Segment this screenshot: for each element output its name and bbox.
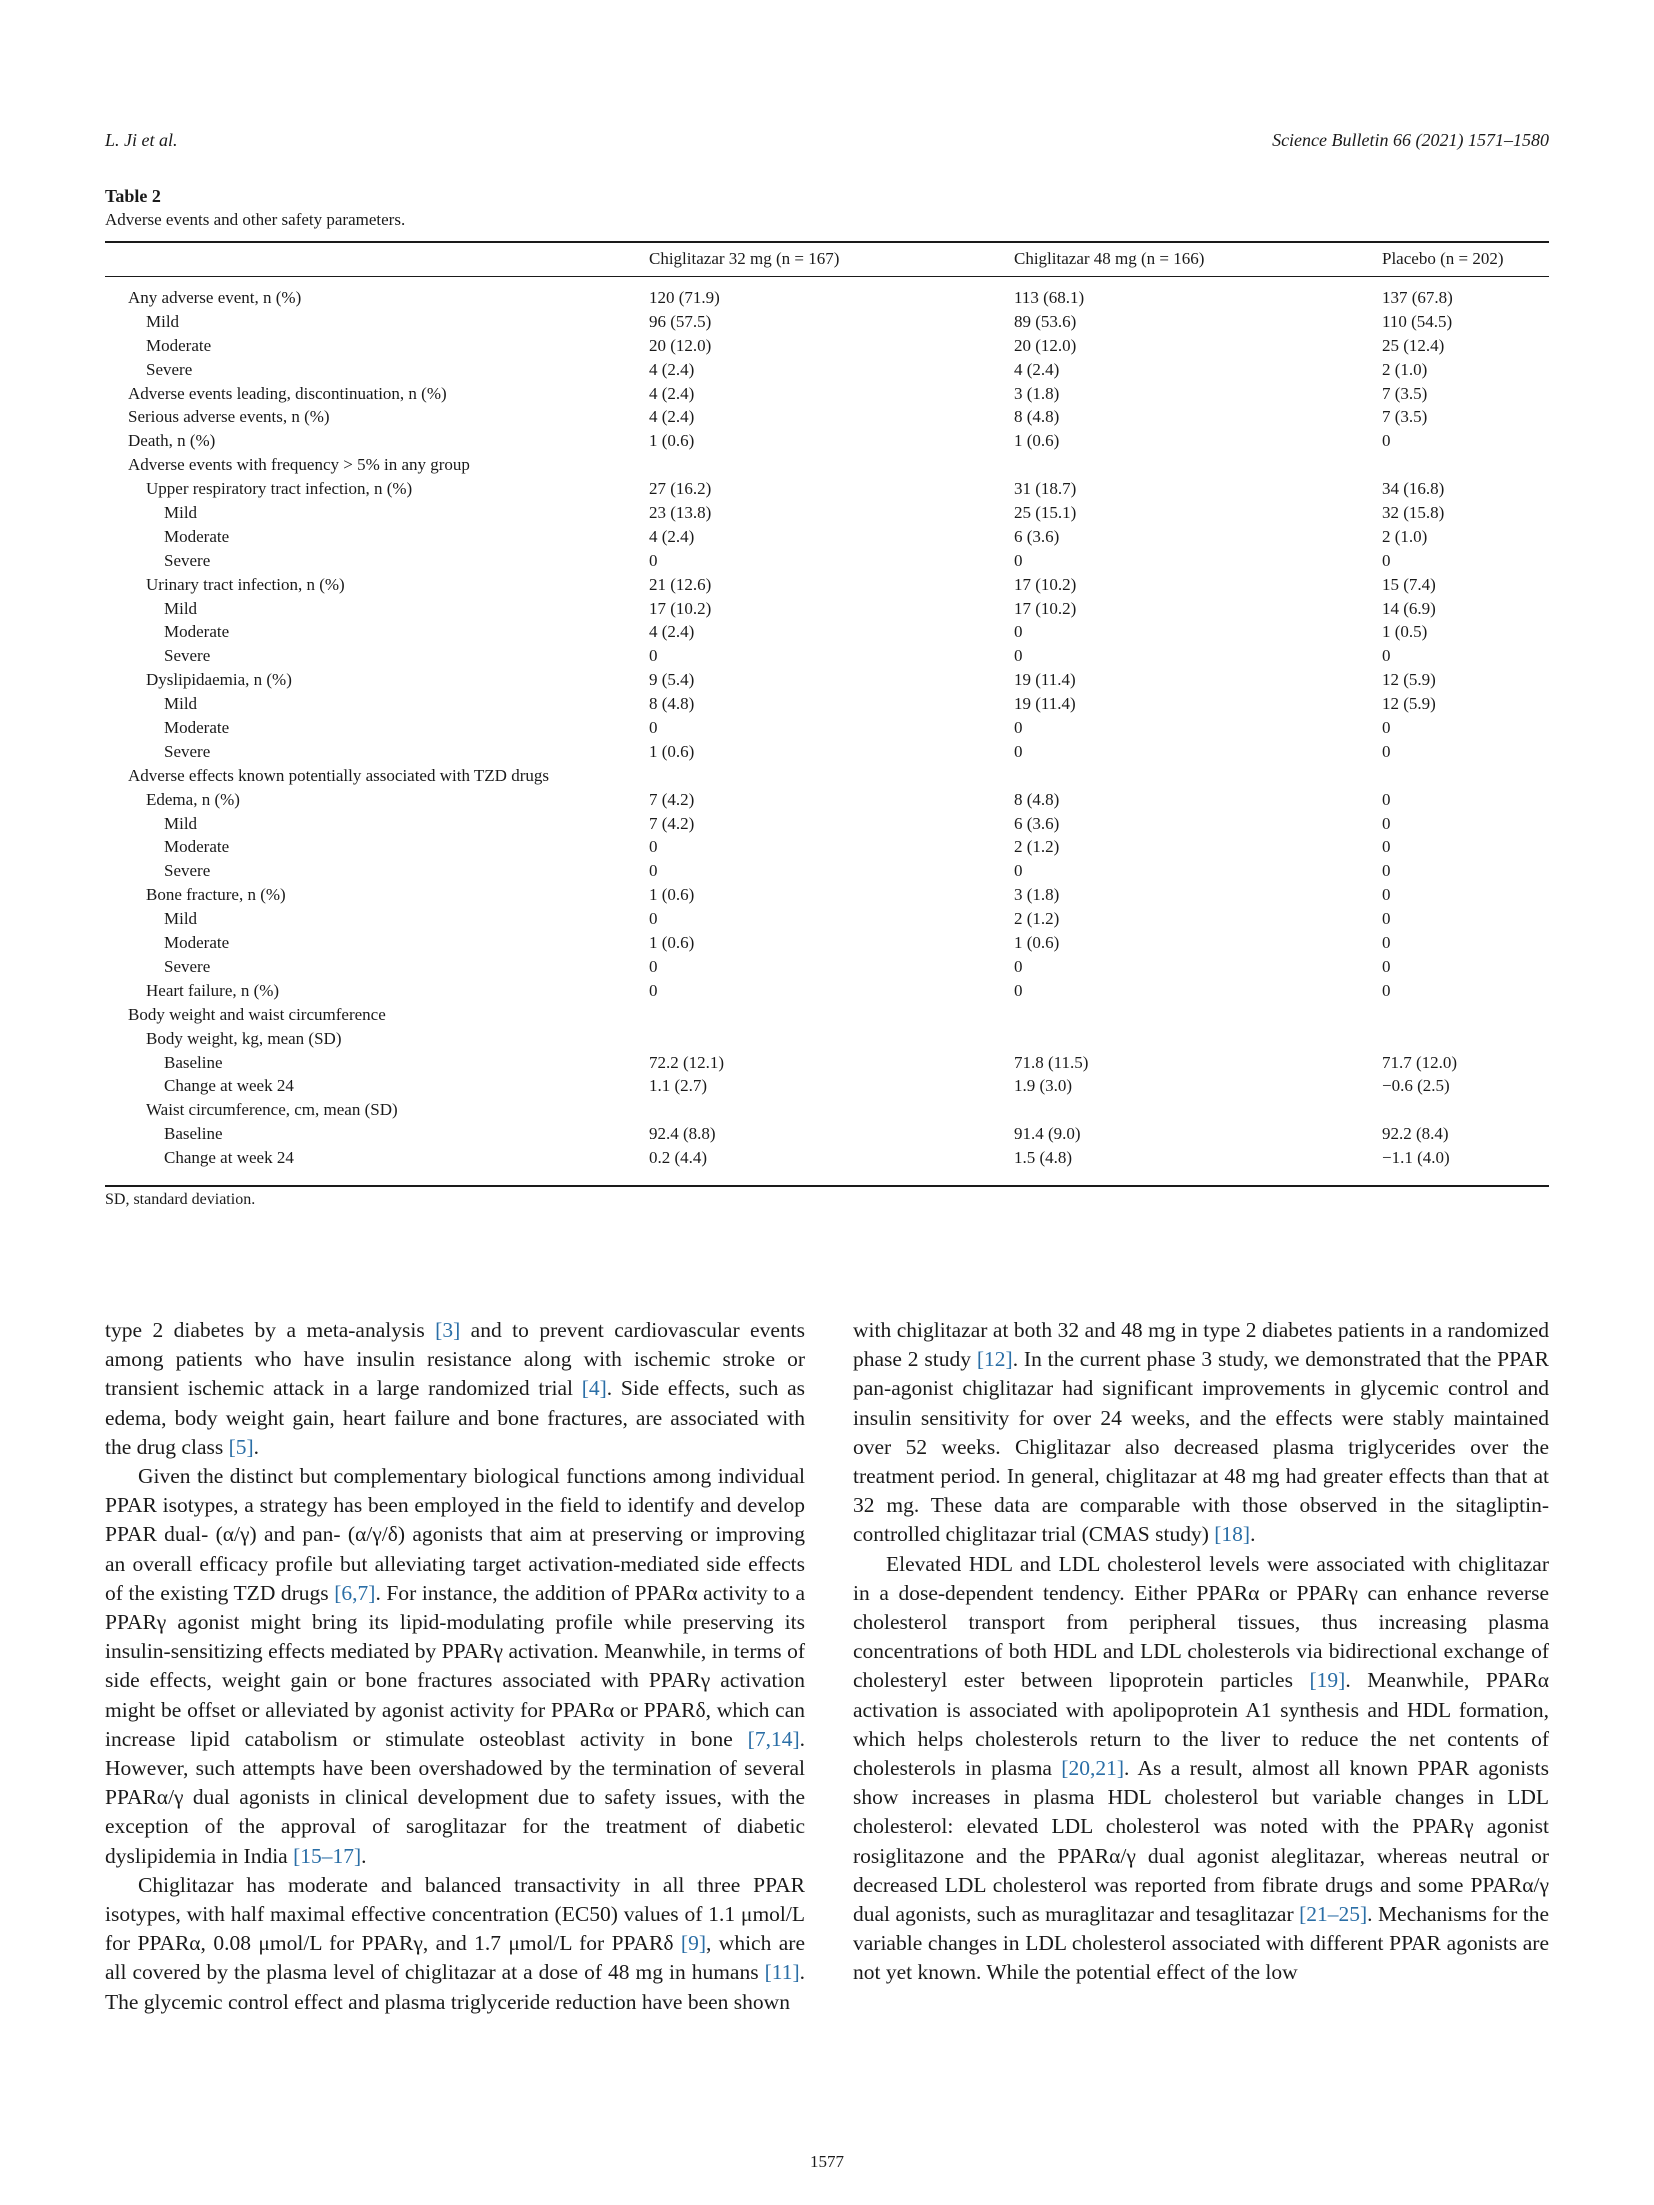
table-cell: 19 (11.4)	[1014, 694, 1076, 714]
row-label: Severe	[164, 741, 211, 761]
citation-link[interactable]: [7,14]	[747, 1726, 800, 1751]
table-cell: 7 (3.5)	[1382, 407, 1428, 427]
table-row	[105, 764, 1549, 788]
table-row	[105, 453, 1549, 477]
table-cell: 0	[649, 861, 658, 881]
table-cell: 0	[649, 550, 658, 570]
text-run: . Mechanisms for the variable changes in LDL cholesterol associated with different PPAR agonists are not yet known. While the potential effect of the low	[853, 1902, 1549, 1985]
table-cell: 4 (2.4)	[649, 622, 695, 642]
table-cell: 96 (57.5)	[649, 311, 712, 331]
table-row	[105, 644, 1549, 668]
running-header-journal: Science Bulletin 66 (2021) 1571–1580	[1272, 130, 1549, 150]
table-cell: 0	[1382, 837, 1391, 857]
table-cell: 0	[1382, 909, 1391, 929]
row-label: Mild	[146, 311, 180, 331]
table-cell: 27 (16.2)	[649, 479, 712, 499]
paragraph	[105, 1871, 805, 2017]
table-cell: 1 (0.6)	[649, 885, 695, 905]
row-label: Mild	[164, 503, 198, 523]
citation-link[interactable]: [5]	[228, 1434, 254, 1459]
table-cell: 25 (15.1)	[1014, 503, 1077, 523]
row-label: Any adverse event, n (%)	[128, 288, 302, 307]
table-row	[105, 310, 1549, 334]
table-row	[105, 382, 1549, 406]
table-cell: 0	[1382, 956, 1391, 976]
table-row	[105, 931, 1549, 955]
table-cell: 6 (3.6)	[1014, 526, 1060, 546]
table-cell: 7 (4.2)	[649, 789, 695, 809]
table-row	[105, 525, 1549, 549]
table-cell: 1 (0.6)	[649, 741, 695, 761]
text-run: Elevated HDL and LDL cholesterol levels were associated with chiglitazar in a dose-dependent tendency. Either PPARα or PPARγ can enhance reverse cholesterol transport from peripheral tissues, thus increasing plasma concentrations of both HDL and LDL cholesterols via bidirectional exchange of cholesteryl ester between lipoprotein particles	[853, 1551, 1549, 1693]
table-cell: 1 (0.6)	[649, 933, 695, 953]
table-cell: 72.2 (12.1)	[649, 1052, 725, 1072]
table-cell: 0	[1382, 813, 1391, 833]
table-label: Table 2	[105, 186, 161, 206]
text-run: . The glycemic control effect and plasma triglyceride reduction have been shown	[105, 1960, 805, 2014]
table-cell: 3 (1.8)	[1014, 383, 1060, 403]
paragraph	[105, 1316, 805, 1462]
row-label: Moderate	[164, 622, 230, 642]
table-cell: 0	[649, 837, 658, 857]
table-footnote: SD, standard deviation.	[105, 1191, 256, 1208]
table-cell: 0	[1382, 980, 1391, 1000]
column-header-placebo: Placebo (n = 202)	[1382, 249, 1504, 268]
table-cell: 0.2 (4.4)	[649, 1148, 708, 1168]
table-cell: 0	[1014, 956, 1023, 976]
table-row	[105, 549, 1549, 573]
paragraph	[853, 1316, 1549, 1550]
row-label: Mild	[164, 694, 198, 714]
table-cell: 110 (54.5)	[1382, 311, 1453, 331]
table-cell: 4 (2.4)	[649, 383, 695, 403]
table-cell: 17 (10.2)	[1014, 574, 1077, 594]
table-cell: 6 (3.6)	[1014, 813, 1060, 833]
table-row	[105, 477, 1549, 501]
row-label: Waist circumference, cm, mean (SD)	[146, 1100, 398, 1120]
table-row	[105, 955, 1549, 979]
table-cell: 8 (4.8)	[1014, 407, 1060, 427]
citation-link[interactable]: [20,21]	[1061, 1756, 1124, 1781]
table-cell: 23 (13.8)	[649, 503, 712, 523]
table-row	[105, 1122, 1549, 1146]
table-cell: 0	[1014, 861, 1023, 881]
table-cell: 1 (0.5)	[1382, 622, 1428, 642]
table-cell: 89 (53.6)	[1014, 311, 1077, 331]
citation-link[interactable]: [12]	[976, 1347, 1013, 1372]
table-cell: 2 (1.0)	[1382, 359, 1428, 379]
table-cell: 0	[1014, 646, 1023, 666]
table-row	[105, 286, 1549, 310]
table-cell: 0	[1382, 741, 1391, 761]
table-cell: 0	[1382, 718, 1391, 738]
paragraph	[853, 1550, 1549, 1988]
table-cell: 0	[649, 909, 658, 929]
table-bottom-rule	[105, 1185, 1549, 1187]
table-row	[105, 1146, 1549, 1170]
table-cell: 4 (2.4)	[1014, 359, 1060, 379]
table-cell: −0.6 (2.5)	[1382, 1076, 1450, 1096]
citation-link[interactable]: [3]	[435, 1318, 461, 1342]
row-label: Adverse effects known potentially associated with TZD drugs	[128, 765, 549, 785]
table-row	[105, 429, 1549, 453]
table-cell: 0	[1014, 741, 1023, 761]
table-cell: 12 (5.9)	[1382, 670, 1436, 690]
table-row	[105, 1098, 1549, 1122]
table-cell: 71.7 (12.0)	[1382, 1052, 1458, 1072]
table-cell: 0	[649, 646, 658, 666]
paragraph	[105, 1462, 805, 1871]
table-row	[105, 740, 1549, 764]
row-label: Adverse events leading, discontinuation, n (%)	[128, 383, 447, 403]
table-cell: 0	[1382, 885, 1391, 905]
table-cell: 0	[1382, 933, 1391, 953]
table-row	[105, 1027, 1549, 1051]
table-row	[105, 859, 1549, 883]
table-cell: 9 (5.4)	[649, 670, 695, 690]
table-cell: 15 (7.4)	[1382, 574, 1436, 594]
row-label: Dyslipidaemia, n (%)	[146, 670, 292, 690]
table-cell: 0	[1382, 861, 1391, 881]
table-body	[105, 286, 1549, 1170]
row-label: Adverse events with frequency > 5% in any group	[128, 455, 470, 475]
table-cell: 32 (15.8)	[1382, 503, 1445, 523]
row-label: Change at week 24	[164, 1076, 294, 1096]
table-top-rule	[105, 241, 1549, 243]
citation-link[interactable]: [4]	[581, 1376, 607, 1401]
row-label: Moderate	[146, 335, 212, 355]
row-label: Edema, n (%)	[146, 789, 240, 809]
table-row	[105, 692, 1549, 716]
table-row	[105, 788, 1549, 812]
table-row	[105, 716, 1549, 740]
table-cell: 20 (12.0)	[1014, 335, 1077, 355]
row-label: Baseline	[164, 1124, 223, 1144]
table-row	[105, 907, 1549, 931]
table-cell: 4 (2.4)	[649, 359, 695, 379]
body-text-right-column	[853, 1316, 1549, 1988]
running-header-authors: L. Ji et al.	[105, 130, 178, 150]
table-cell: 7 (4.2)	[649, 813, 695, 833]
table-cell: 120 (71.9)	[649, 288, 720, 307]
table-cell: 0	[649, 956, 658, 976]
table-cell: 21 (12.6)	[649, 574, 712, 594]
row-label: Upper respiratory tract infection, n (%)	[146, 479, 413, 499]
citation-link[interactable]: [15–17]	[293, 1843, 362, 1868]
text-run: with chiglitazar at both 32 and 48 mg in type 2 diabetes patients in a randomized phase 2 study	[853, 1318, 1549, 1372]
table-cell: 3 (1.8)	[1014, 885, 1060, 905]
page-number: 1577	[810, 2152, 844, 2171]
row-label: Severe	[164, 646, 211, 666]
table-row	[105, 1074, 1549, 1098]
row-label: Mild	[164, 598, 198, 618]
text-run: . However, such attempts have been overshadowed by the termination of several PPARα/γ dual agonists in clinical development due to safety issues, with the exception of the approval of saroglitazar for the treatment of diabetic dyslipidemia in India	[105, 1726, 805, 1868]
text-run: Chiglitazar has moderate and balanced transactivity in all three PPAR isotypes, with half maximal effective concentration (EC50) values of 1.1 μmol/L for PPARα, 0.08 μmol/L for PPARγ, and 1.7 μmol/L for PPARδ	[105, 1872, 805, 1956]
table-row	[105, 883, 1549, 907]
table-row	[105, 501, 1549, 525]
table-cell: 0	[649, 718, 658, 738]
table-row	[105, 1051, 1549, 1075]
citation-link[interactable]: [21–25]	[1299, 1902, 1368, 1927]
table-cell: 4 (2.4)	[649, 526, 695, 546]
row-label: Severe	[146, 359, 193, 379]
table-cell: 8 (4.8)	[649, 694, 695, 714]
table-cell: 92.2 (8.4)	[1382, 1124, 1449, 1144]
table-cell: 1 (0.6)	[1014, 933, 1060, 953]
table-cell: 1 (0.6)	[1014, 431, 1060, 451]
row-label: Heart failure, n (%)	[146, 980, 280, 1000]
row-label: Baseline	[164, 1052, 223, 1072]
table-row	[105, 812, 1549, 836]
table-cell: 2 (1.0)	[1382, 526, 1428, 546]
table-cell: 31 (18.7)	[1014, 479, 1077, 499]
table-cell: 8 (4.8)	[1014, 789, 1060, 809]
table-cell: 2 (1.2)	[1014, 837, 1060, 857]
table-row	[105, 620, 1549, 644]
text-run: type 2 diabetes by a meta-analysis	[105, 1318, 436, 1342]
table-cell: 0	[1382, 431, 1391, 451]
table-cell: 0	[1014, 980, 1023, 1000]
row-label: Mild	[164, 813, 198, 833]
row-label: Mild	[164, 909, 198, 929]
table-row	[105, 405, 1549, 429]
table-cell: 1.1 (2.7)	[649, 1076, 708, 1096]
column-header-chiglitazar-48: Chiglitazar 48 mg (n = 166)	[1014, 249, 1205, 268]
table-cell: 19 (11.4)	[1014, 670, 1076, 690]
table-cell: −1.1 (4.0)	[1382, 1148, 1450, 1168]
row-label: Severe	[164, 550, 211, 570]
table-cell: 34 (16.8)	[1382, 479, 1445, 499]
citation-link[interactable]: [6,7]	[334, 1580, 376, 1605]
table-row	[105, 358, 1549, 382]
table-cell: 17 (10.2)	[649, 598, 712, 618]
row-label: Bone fracture, n (%)	[146, 885, 286, 905]
citation-link[interactable]: [11]	[764, 1960, 800, 1985]
row-label: Death, n (%)	[128, 431, 216, 451]
text-run: .	[1250, 1522, 1256, 1547]
text-run: .	[253, 1434, 260, 1459]
table-cell: 113 (68.1)	[1014, 288, 1085, 307]
table-cell: 0	[1382, 550, 1391, 570]
text-run: .	[361, 1843, 367, 1868]
table-cell: 0	[1382, 646, 1391, 666]
text-run: . In the current phase 3 study, we demonstrated that the PPAR pan-agonist chiglitazar had significant improvements in glycemic control and insulin sensitivity for over 24 weeks, and the effects were stably maintained over 52 weeks. Chiglitazar also decreased plasma triglycerides over the treatment period. In general, chiglitazar at 48 mg had greater effects than that at 32 mg. These data are comparable with those observed in the sitagliptin-controlled chiglitazar trial (CMAS study)	[853, 1347, 1549, 1547]
table-row	[105, 1003, 1549, 1027]
table-cell: 71.8 (11.5)	[1014, 1052, 1089, 1072]
table-cell: 92.4 (8.8)	[649, 1124, 716, 1144]
row-label: Body weight and waist circumference	[128, 1004, 386, 1024]
table-cell: 20 (12.0)	[649, 335, 712, 355]
table-caption: Adverse events and other safety parameters.	[105, 210, 406, 229]
row-label: Change at week 24	[164, 1148, 294, 1168]
row-label: Urinary tract infection, n (%)	[146, 574, 345, 594]
citation-link[interactable]: [18]	[1214, 1522, 1251, 1547]
text-run: . Meanwhile, PPARα activation is associated with apolipoprotein A1 synthesis and HDL formation, which helps cholesterols return to the liver to reduce the net contents of cholesterols in plasma	[853, 1668, 1549, 1781]
table-row	[105, 835, 1549, 859]
row-label: Moderate	[164, 718, 230, 738]
table-cell: 25 (12.4)	[1382, 335, 1445, 355]
body-text-left-column	[105, 1316, 805, 2017]
table-cell: 7 (3.5)	[1382, 383, 1428, 403]
table-cell: 0	[1014, 622, 1023, 642]
table-cell: 12 (5.9)	[1382, 694, 1436, 714]
table-row	[105, 668, 1549, 692]
table-cell: 4 (2.4)	[649, 407, 695, 427]
table-cell: 1.5 (4.8)	[1014, 1148, 1073, 1168]
table-cell: 14 (6.9)	[1382, 598, 1436, 618]
table-cell: 1 (0.6)	[649, 431, 695, 451]
text-run: and to prevent cardiovascular events among patients who have insulin resistance along with ischemic stroke or transient ischemic attack in a large randomized trial	[105, 1318, 805, 1401]
table-cell: 0	[1014, 550, 1023, 570]
column-header-chiglitazar-32: Chiglitazar 32 mg (n = 167)	[649, 249, 840, 268]
table-row	[105, 334, 1549, 358]
citation-link[interactable]: [19]	[1309, 1668, 1346, 1693]
table-cell: 17 (10.2)	[1014, 598, 1077, 618]
table-cell: 0	[1014, 718, 1023, 738]
table-cell: 91.4 (9.0)	[1014, 1124, 1081, 1144]
row-label: Moderate	[164, 837, 230, 857]
text-run: , which are all covered by the plasma level of chiglitazar at a dose of 48 mg in humans	[105, 1931, 805, 1985]
citation-link[interactable]: [9]	[680, 1931, 706, 1956]
table-cell: 0	[1382, 789, 1391, 809]
row-label: Moderate	[164, 526, 230, 546]
table-row	[105, 979, 1549, 1003]
text-run: . Side effects, such as edema, body weight gain, heart failure and bone fractures, are associated with the drug class	[105, 1376, 805, 1459]
table-cell: 1.9 (3.0)	[1014, 1076, 1073, 1096]
row-label: Severe	[164, 861, 211, 881]
table-cell: 2 (1.2)	[1014, 909, 1060, 929]
table-row	[105, 573, 1549, 597]
row-label: Moderate	[164, 933, 230, 953]
row-label: Severe	[164, 956, 211, 976]
row-label: Serious adverse events, n (%)	[128, 407, 330, 427]
table-row	[105, 597, 1549, 621]
table-cell: 137 (67.8)	[1382, 288, 1453, 307]
table-header-rule	[105, 276, 1549, 277]
text-run: . As a result, almost all known PPAR agonists show increases in plasma HDL cholesterol but variable changes in LDL cholesterol: elevated LDL cholesterol was noted with the PPARγ agonist rosiglitazone and the PPARα/γ dual agonist aleglitazar, whereas neutral or decreased LDL cholesterol was reported from fibrate drugs and some PPARα/γ dual agonists, such as muraglitazar and tesaglitazar	[853, 1756, 1549, 1927]
text-run: Given the distinct but complementary biological functions among individual PPAR isotypes, a strategy has been employed in the field to identify and develop PPAR dual- (α/γ) and pan- (α/γ/δ) agonists that aim at preserving or improving an overall efficacy profile but alleviating target activation-mediated side effects of the existing TZD drugs	[105, 1464, 805, 1605]
text-run: . For instance, the addition of PPARα activity to a PPARγ agonist might bring its lipid-modulating profile while preserving its insulin-sensitizing effects mediated by PPARγ activation. Meanwhile, in terms of side effects, weight gain or bone fractures associated with PPARγ activation might be offset or alleviated by agonist activity for PPARα or PPARδ, which can increase lipid catabolism or stimulate osteoblast activity in bone	[105, 1580, 806, 1751]
row-label: Body weight, kg, mean (SD)	[146, 1028, 342, 1048]
table-cell: 0	[649, 980, 658, 1000]
